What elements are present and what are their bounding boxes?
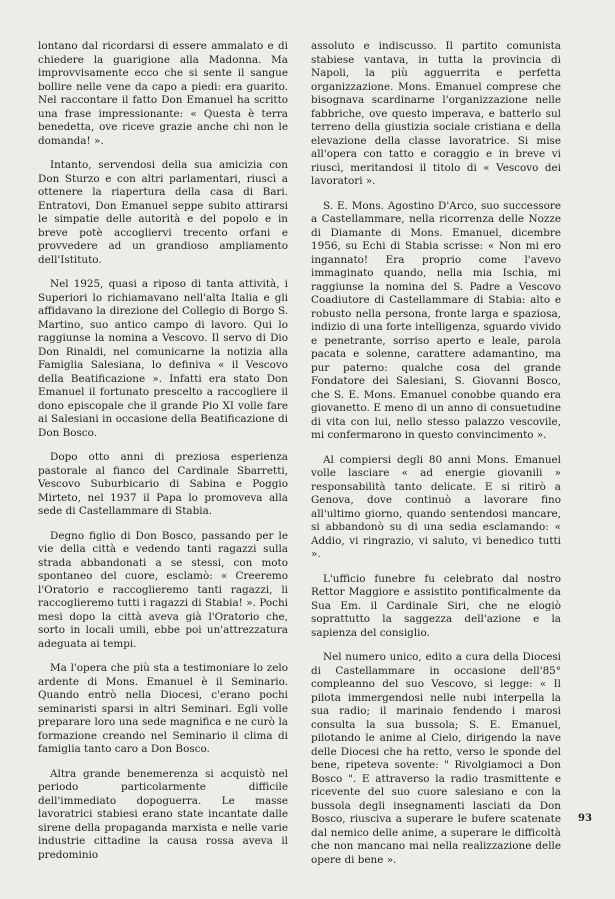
right-text-column <box>311 40 561 878</box>
paragraph: assoluto e indiscusso. Il partito comunista stabiese vantava, in tutta la provincia di Napoli, la più agguerrita e perfetta organizzazione. Mons. Emanuel comprese che bisognava scardinarne l'organizzazione nelle fabbriche, ove questo imperava, e batterlo sul terreno della giustizia sociale cristiana e della elevazione della classe lavoratrice. Si mise all'opera con tatto e coraggio e in breve vi riuscì, meritandosi il titolo di « Vescovo dei lavoratori ». <box>311 40 561 187</box>
paragraph: L'ufficio funebre fu celebrato dal nostro Rettor Maggiore e assistito pontificalmente da Sua Em. il Cardinale Siri, che ne elogiò soprattutto la saggezza dell'azione e la sapienza del consiglio. <box>311 572 561 639</box>
paragraph: S. E. Mons. Agostino D'Arco, suo successore a Castellammare, nella ricorrenza delle Nozze di Diamante di Mons. Emanuel, dicembre 1956, su Echi di Stabia scrisse: « Non mi ero ingannato! Era proprio come l'avevo immaginato quando, nella mia Ischia, mi raggiunse la nomina del S. Padre a Vescovo Coadiutore di Castellammare di Stabia: alto e robusto nella persona, fronte larga e spaziosa, indizio di una forte intelligenza, sguardo vivido e penetrante, sorriso aperto e leale, parola pacata e solenne, carattere adamantino, ma pur paterno: qualche cosa del grande Fondatore dei Salesiani, S. Giovanni Bosco, che S. E. Mons. Emanuel conobbe quando era giovanetto. E meno di un anno di consuetudine di vita con lui, nello stesso palazzo vescovile, mi confermarono in questo convincimento ». <box>311 199 561 441</box>
paragraph: Altra grande benemerenza si acquistò nel periodo particolarmente difficile dell'immediato dopoguerra. Le masse lavoratrici stabiesi erano state incantate dalle sirene della propaganda marxista e nelle varie industrie cittadine la causa rossa aveva il predominio <box>38 767 288 861</box>
paragraph: lontano dal ricordarsi di essere ammalato e di chiedere la guarigione alla Madonna. Ma improvvisamente ecco che si sente il sangue bollire nelle vene da capo a piedi: era guarito. Nel raccontare il fatto Don Emanuel ha scritto una frase impressionante: « Questa è terra benedetta, ove riceve grazie anche chi non le domanda! ». <box>38 40 288 147</box>
paragraph: Intanto, servendosi della sua amicizia con Don Sturzo e con altri parlamentari, riuscì a ottenere la riapertura della casa di Bari. Entratovi, Don Emanuel seppe subito attirarsi le simpatie delle autorità e del popolo e in breve potè accogliervi trecento orfani e provvedere ad un grandioso ampliamento dell'Istituto. <box>38 159 288 266</box>
paragraph: Ma l'opera che più sta a testimoniare lo zelo ardente di Mons. Emanuel è il Seminario. Quando entrò nella Diocesi, c'erano pochi seminaristi sparsi in altri Seminari. Egli volle preparare loro una sede magnifica e ne curò la formazione creando nel Seminario il clima di famiglia tanto caro a Don Bosco. <box>38 662 288 755</box>
paragraph: Dopo otto anni di preziosa esperienza pastorale al fianco del Cardinale Sbarretti, Vescovo Suburbicario di Sabina e Poggio Mirteto, nel 1937 il Papa lo promoveva alla sede di Castellammare di Stabia. <box>38 451 288 517</box>
paragraph: Degno figlio di Don Bosco, passando per le vie della città e vedendo tanti ragazzi sulla strada abbandonati a se stessi, con moto spontaneo del cuore, esclamò: « Creeremo l'Oratorio e raccoglieremo tanti ragazzi, li raccoglieremo tutti i ragazzi di Stabia! ». Pochi mesi dopo la città aveva già l'Oratorio che, sorto in locali umili, ebbe poi un'attrezzatura adeguata ai tempi. <box>38 529 288 650</box>
paragraph: Al compiersi degli 80 anni Mons. Emanuel volle lasciare « ad energie giovanili » responsabilità tanto delicate. E si ritirò a Genova, dove continuò a lavorare fino all'ultimo giorno, quando sentendosi mancare, si abbandonò su di una sedia esclamando: « Addio, vi ringrazio, vi saluto, vi benedico tutti ». <box>311 453 561 560</box>
paragraph: Nel numero unico, edito a cura della Diocesi di Castellammare in occasione dell'85° compleanno del suo Vescovo, si legge: « Il pilota immergendosi nelle nubi interpella la sua radio; il marinaio fendendo i marosi consulta la sua bussola; S. E. Emanuel, pilotando le anime al Cielo, dirigendo la nave delle Diocesi che ha retto, verso le sponde del bene, ripeteva sovente: " Rivolgiamoci a Don Bosco ". E attraverso la radio trasmittente e ricevente del suo cuore salesiano e con la bussola degli insegnamenti lasciati da Don Bosco, riusciva a superare le bufere scatenate dal nemico delle anime, a superare le difficoltà che non mancano mai nella realizzazione delle opere di bene ». <box>311 651 561 866</box>
page-number: 93 <box>578 813 592 824</box>
paragraph: Nel 1925, quasi a riposo di tanta attività, i Superiori lo richiamavano nell'alta Italia e gli affidavano la direzione del Collegio di Borgo S. Martino, suo antico campo di lavoro. Qui lo raggiunse la nomina a Vescovo. Il servo di Dio Don Rinaldi, nel comunicarne la notizia alla Famiglia Salesiana, lo definiva « il Vescovo della Beatificazione ». Infatti era stato Don Emanuel il fortunato prescelto a raccogliere il dono episcopale che il grande Pio XI volle fare ai Salesiani in occasione della Beatificazione di Don Bosco. <box>38 278 288 439</box>
left-text-column <box>38 40 288 873</box>
